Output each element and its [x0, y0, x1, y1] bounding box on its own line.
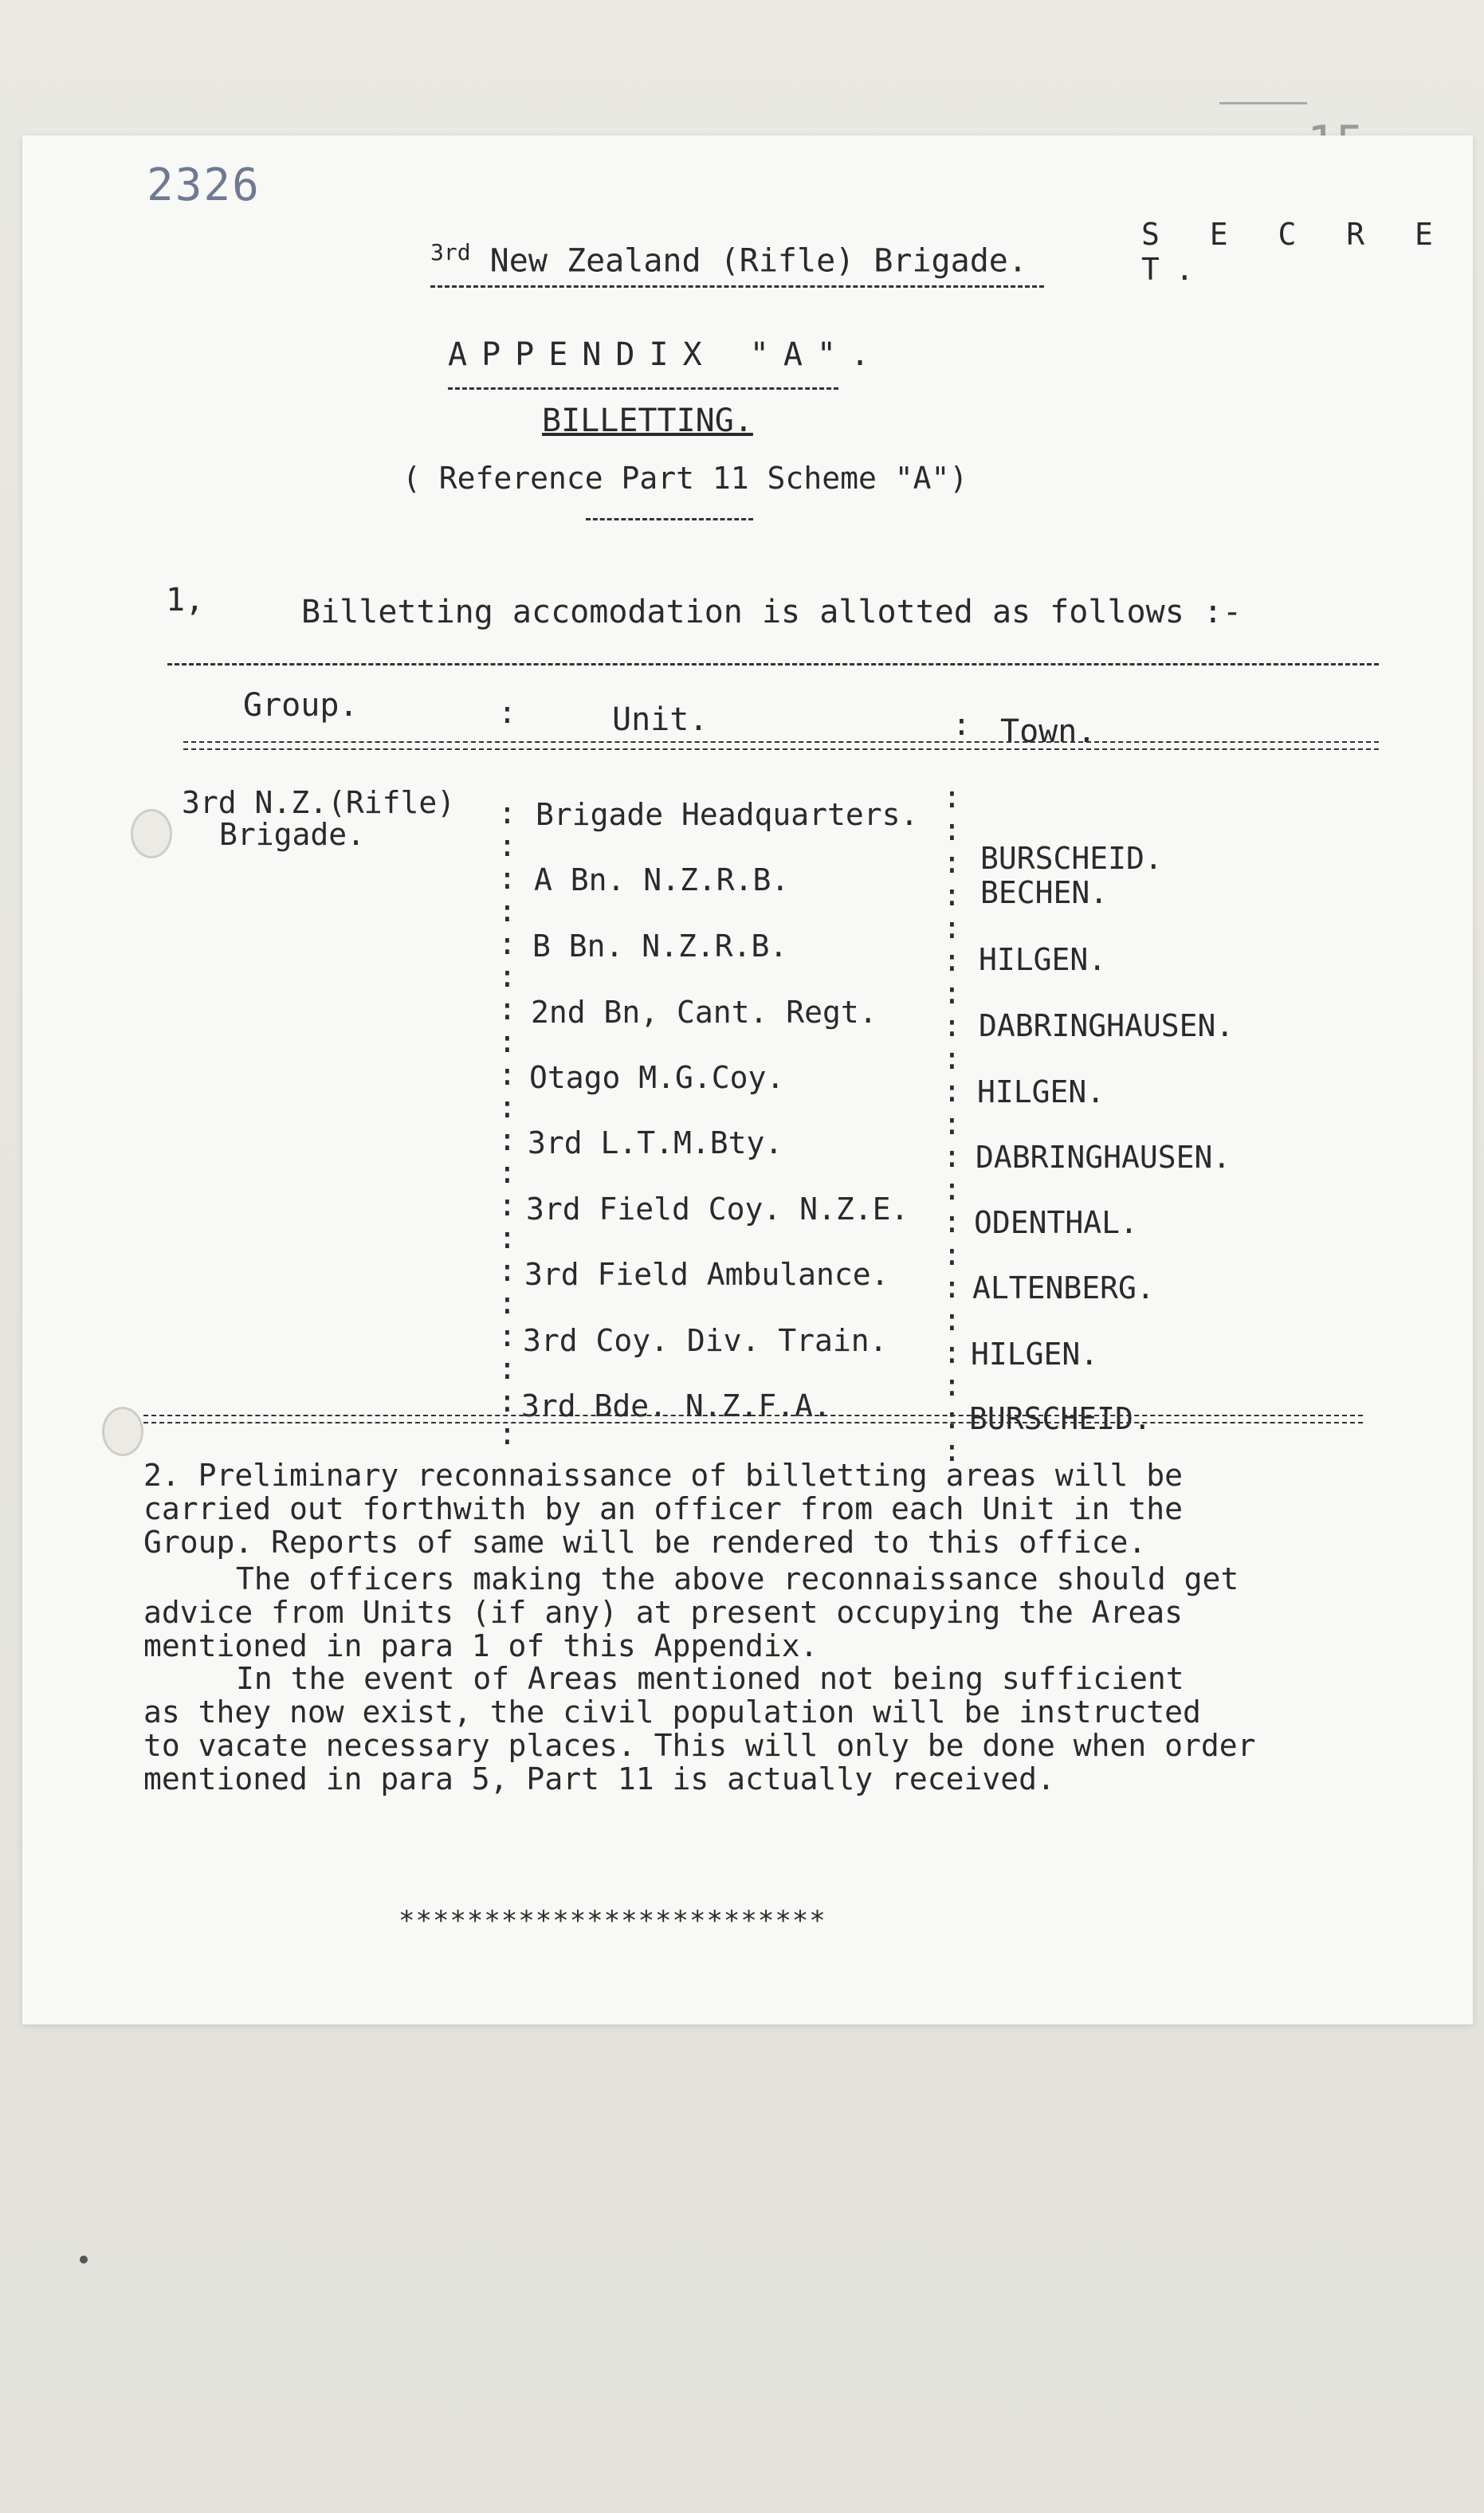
town-column-separators: : : : : : : : : : : : : : : : : : : : : : [943, 779, 961, 1468]
row-9-unit: 3rd Coy. Div. Train. [523, 1323, 888, 1358]
row-4-unit: 2nd Bn, Cant. Regt. [531, 995, 877, 1030]
row-10-unit: 3rd Bde. N.Z.F.A. [521, 1388, 831, 1423]
row-7-unit: 3rd Field Coy. N.Z.E. [526, 1192, 909, 1227]
page-number-dash [1219, 102, 1307, 104]
group-cell-line1: 3rd N.Z.(Rifle) [182, 785, 456, 820]
row-7-town: ODENTHAL. [974, 1205, 1138, 1240]
row-6-unit: 3rd L.T.M.Bty. [528, 1125, 783, 1160]
header-town: Town. [1000, 713, 1097, 750]
reference-line: ( Reference Part 11 Scheme "A") [402, 461, 968, 496]
header-unit: Unit. [612, 701, 709, 738]
brigade-title [430, 239, 1027, 279]
row-1-unit: Brigade Headquarters. [536, 797, 919, 832]
row-9-town: HILGEN. [971, 1337, 1099, 1372]
row-5-unit: Otago M.G.Coy. [529, 1060, 785, 1095]
table-header-double-rule [183, 741, 1379, 750]
brigade-title-ordinal: 3rd [430, 239, 471, 265]
unit-column-separators: : : : : : : : : : : : : : : : : : : : : [498, 795, 516, 1451]
appendix-underline [448, 387, 838, 390]
row-1-town: BURSCHEID. [980, 841, 1163, 876]
row-8-town: ALTENBERG. [972, 1270, 1155, 1306]
row-4-town: DABRINGHAUSEN. [979, 1008, 1235, 1043]
header-separator-1: : [498, 695, 516, 730]
row-3-town: HILGEN. [979, 942, 1107, 977]
table-bottom-double-rule [143, 1415, 1363, 1423]
appendix-heading: APPENDIX "A". [448, 336, 885, 373]
reference-underline [586, 518, 753, 520]
header-separator-2: : [952, 707, 971, 742]
brigade-title-text: New Zealand (Rifle) Brigade. [489, 242, 1027, 280]
subject-heading: BILLETTING. [542, 402, 753, 439]
para2-text: 2. Preliminary reconnaissance of billetting areas will be carried out forthwith by an officer from each Unit in the Group. Reports of same will be rendered to this office. [143, 1458, 1184, 1560]
punch-hole-top [131, 809, 172, 858]
row-10-town: BURSCHEID. [969, 1401, 1152, 1436]
archive-stamp-number: 2326 [147, 159, 261, 211]
title-underline [430, 285, 1044, 288]
end-of-document-mark: ************************* [398, 1905, 826, 1937]
background-speck [80, 2256, 88, 2264]
row-3-unit: B Bn. N.Z.R.B. [532, 929, 788, 964]
para4-text: In the event of Areas mentioned not being sufficient as they now exist, the civil population will be instructed to vacate necessary places. This will only be done when order mentioned in para 5, Part 11 is actually received. [143, 1661, 1256, 1796]
row-2-unit: A Bn. N.Z.R.B. [534, 862, 790, 897]
table-top-rule [167, 663, 1379, 666]
header-group: Group. [243, 687, 359, 724]
para3-text: The officers making the above reconnaissance should get advice from Units (if any) at present occupying the Areas mentioned in para 1 of this Appendix. [143, 1561, 1239, 1663]
group-cell-line2: Brigade. [219, 817, 366, 852]
classification-marking: S E C R E T. [1141, 217, 1449, 287]
punch-hole-bottom [102, 1407, 143, 1456]
para1-number: 1, [166, 582, 205, 618]
row-5-town: HILGEN. [977, 1074, 1105, 1109]
row-2-town: BECHEN. [980, 875, 1109, 910]
row-6-town: DABRINGHAUSEN. [976, 1140, 1231, 1175]
row-8-unit: 3rd Field Ambulance. [524, 1257, 889, 1292]
para1-text: Billetting accomodation is allotted as follows :- [301, 594, 1243, 630]
